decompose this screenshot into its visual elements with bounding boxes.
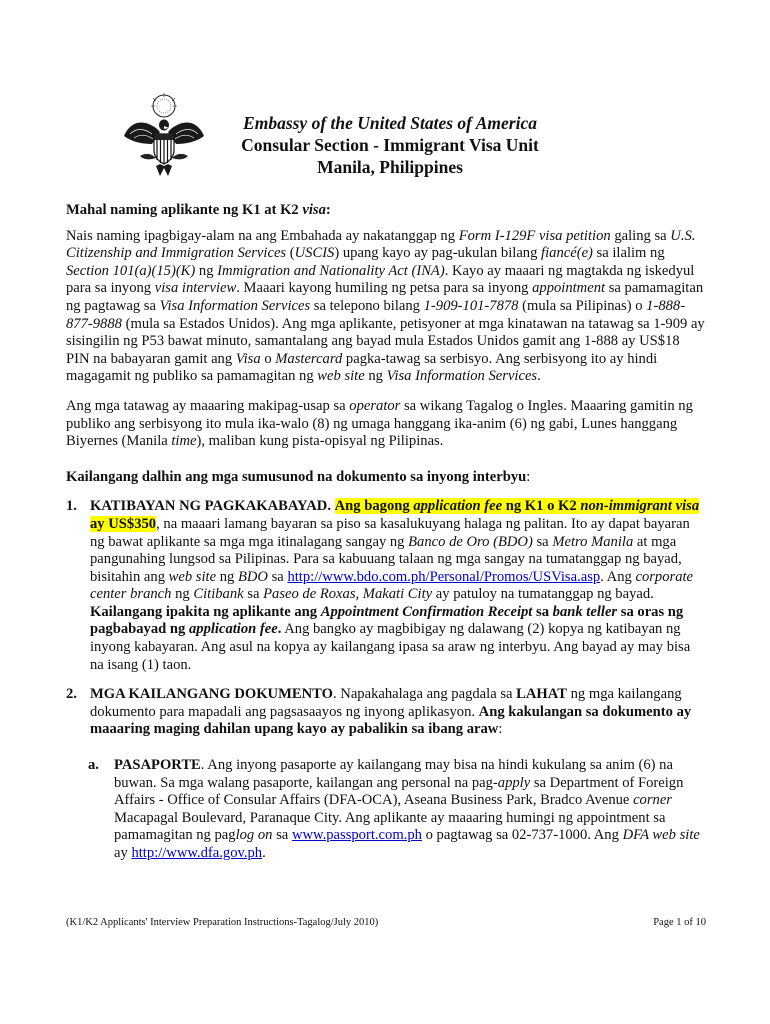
dfa-link[interactable]: http://www.dfa.gov.ph — [131, 845, 263, 861]
list-item-required-documents: 2. MGA KAILANGANG DOKUMENTO. Napakahalaga ang pagdala sa LAHAT ng mga kailangang dokumento para mapadali ang pagsasaayos ng inyong aplikasyon. Ang kakulangan sa dokumento ay maaaring maging dahilan upang kayo ay pabalikin sa ibang araw: a. PASAPORTE. Ang inyong pasaporte ay kailangang may bisa na hindi kukulang sa anim (6) na buwan. Sa mga walang pasaporte, kailangan ang personal na pag-apply sa Department of Foreign Affairs - Office of Consular Affairs (DFA-OCA), Aseana Business Park, Bradco Avenue corner Macapagal Boulevard, Paranaque City. Ang aplikante ay maaaring humingi ng appointment sa pamamagitan ng paglog on sa www.passport.com.ph o pagtawag sa 02-737-1000. Ang DFA web site ay http://www.dfa.gov.ph. — [66, 686, 706, 862]
embassy-title: Embassy of the United States of America — [243, 113, 537, 133]
list-number: 1. — [66, 498, 77, 515]
list-item-proof-of-payment: 1. KATIBAYAN NG PAGKAKABAYAD. Ang bagong application fee ng K1 o K2 non-immigrant visa ay US$350, na maaari lamang bayaran sa piso sa kasalukuyang halaga ng palitan. Ito ay dapat bayaran ng bawat aplikante sa mga mga itinalagang sangay ng Banco de Oro (BDO) sa Metro Manila at mga pangunahing lungsod sa Pilipinas. Para sa kabuuang talaan ng mga sangay na tumatanggap ng bayad, bisitahin ang web site ng BDO sa http://www.bdo.com.ph/Personal/Promos/USVisa.asp. Ang corporate center branch ng Citibank sa Paseo de Roxas, Makati City ay patuloy na tumatanggap ng bayad. Kailangang ipakita ng aplikante ang Appointment Confirmation Receipt sa bank teller sa oras ng pagbabayad ng application fee. Ang bangko ay magbibigay ng dalawang (2) kopya ng katibayan ng inyong kabayaran. Ang asul na kopya ay kailangang ipasa sa araw ng interbyu. Ang bayad ay may bisa na isang (1) taon. — [66, 498, 700, 673]
operator-paragraph: Ang mga tatawag ay maaaring makipag-usap sa operator sa wikang Tagalog o Ingles. Maaaring gamitin ng publiko ang serbisyong ito mula ika-walo (8) ng umaga hanggang ika-anim (6) ng gabi, Lunes hanggang Biyernes (Manila time), maliban kung pista-opisyal ng Pilipinas. — [66, 397, 693, 450]
requirements-heading: Kailangang dalhin ang mga sumusunod na dokumento sa inyong interbyu: — [66, 468, 531, 485]
letter-body — [66, 202, 706, 875]
salutation: Mahal naming aplikante ng K1 at K2 visa: — [66, 202, 331, 218]
page-number: Page 1 of 10 — [653, 917, 706, 928]
bdo-link[interactable]: http://www.bdo.com.ph/Personal/Promos/USVisa.asp — [287, 568, 601, 585]
letterhead — [200, 112, 580, 178]
sub-list-letter: a. — [88, 757, 99, 774]
footer-document-title: (K1/K2 Applicants' Interview Preparation Instructions-Tagalog/July 2010) — [66, 917, 379, 928]
location-title: Manila, Philippines — [317, 157, 463, 177]
sub-item-passport: a. PASAPORTE. Ang inyong pasaporte ay kailangang may bisa na hindi kukulang sa anim (6) na buwan. Sa mga walang pasaporte, kailangan ang personal na pag-apply sa Department of Foreign Affairs - Office of Consular Affairs (DFA-OCA), Aseana Business Park, Bradco Avenue corner Macapagal Boulevard, Paranaque City. Ang aplikante ay maaaring humingi ng appointment sa pamamagitan ng paglog on sa www.passport.com.ph o pagtawag sa 02-737-1000. Ang DFA web site ay http://www.dfa.gov.ph. — [88, 757, 700, 861]
consular-section-title: Consular Section - Immigrant Visa Unit — [241, 135, 539, 155]
passport-link[interactable]: www.passport.com.ph — [291, 827, 422, 844]
eagle-seal-icon — [116, 92, 212, 182]
list-number: 2. — [66, 686, 77, 703]
highlighted-fee-notice: Ang bagong application fee ng K1 o K2 non-immigrant visa ay US$350 — [90, 498, 700, 532]
intro-paragraph: Nais naming ipagbigay-alam na ang Embahada ay nakatanggap ng Form I-129F visa petition galing sa U.S. Citizenship and Immigration Services (USCIS) upang kayo ay pag-ukulan bilang fiancé(e) sa ilalim ng Section 101(a)(15)(K) ng Immigration and Nationality Act (INA). Kayo ay maaari ng magtakda ng iskedyul para sa inyong visa interview. Maaari kayong humiling ng petsa para sa inyong appointment sa pamamagitan ng pagtawag sa Visa Information Services sa telepono bilang 1-909-101-7878 (mula sa Pilipinas) o 1-888-877-9888 (mula sa Estados Unidos). Ang mga aplikante, petisyoner at mga kinatawan na tatawag sa 1-909 ay sisingilin ng P53 bawat minuto, samantalang ang bayad mula Estados Unidos gamit ang 1-888 ay US$18 PIN na babayaran gamit ang Visa o Mastercard pagka-tawag sa serbisyo. Ang serbisyong ito ay hindi magagamit ng publiko sa pamamagitan ng web site ng Visa Information Services. — [66, 227, 705, 385]
